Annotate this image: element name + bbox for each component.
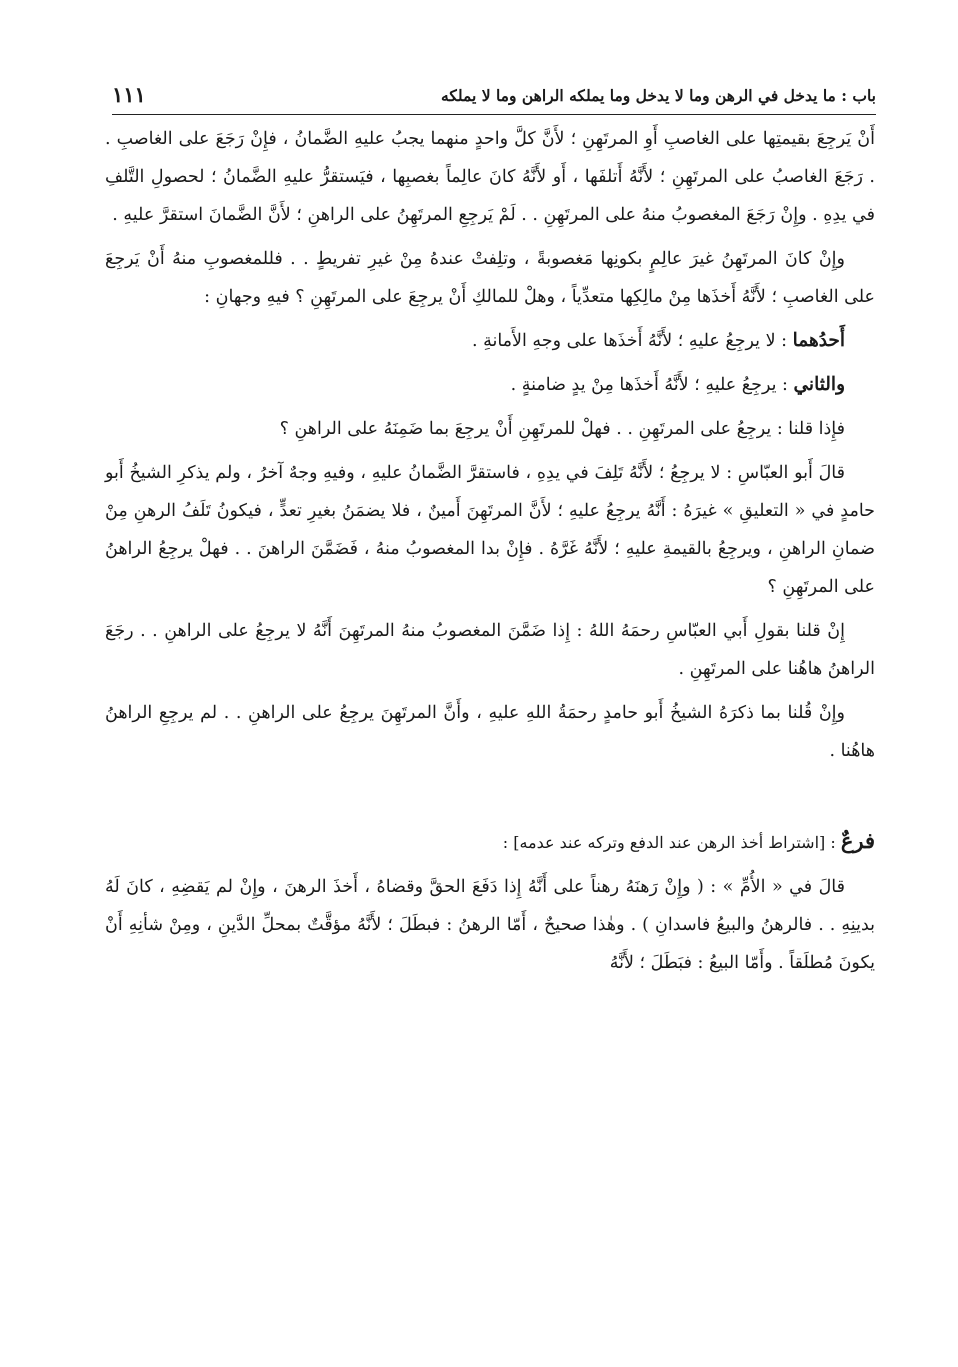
paragraph <box>105 454 875 606</box>
section-title: : [اشتراط أخذ الرهن عند الدفع وتركه عند عدمه] : <box>502 833 841 852</box>
paragraph-text: وإِنْ كانَ المرتَهِنُ غيرَ عالِمٍ بكونِها مَغصوبةً ، وتلِفتْ عندهُ مِنْ غيرِ تفريطٍ . . فللمغصوبِ منهُ أَنْ يَرجِعَ على الغاصبِ ؛ لأَنَّهُ أَخذَها مِنْ مالِكِها متعدِّياً ، وهلْ للمالكِ أَنْ يرجِعَ على المرتَهِنِ ؟ فيهِ وجهانِ : <box>105 249 875 307</box>
paragraph-lead-word: والثاني <box>793 374 845 395</box>
paragraph-text: : يرجِعُ عليهِ ؛ لأَنَّهُ أَخذَها مِنْ يدٍ ضامنةٍ . <box>510 375 794 395</box>
paragraph-text: فإِذا قلنا : يرجِعُ على المرتَهِنِ . . فهلْ للمرتَهِنِ أَنْ يرجِعَ بما ضَمِنَهُ على الراهنِ ؟ <box>279 419 845 439</box>
paragraph <box>105 612 875 688</box>
section-heading <box>105 822 875 862</box>
paragraph-text: قالَ أَبو العبّاسِ : لا يرجِعُ ؛ لأَنَّهُ تَلِفَ في يدِهِ ، فاستقرَّ الضَّمانُ عليهِ ، وفيهِ وجهٌ آخرُ ، ولم يذكرِ الشيخُ أَبو حامدٍ في « التعليقِ » غيرَهُ : أَنَّهُ يرجِعُ عليهِ ؛ لأَنَّ المرتَهِنَ أَمينٌ ، فلا يضمَنُ بغيرِ تعدٍّ ، فيكونُ تَلَفُ الرهنِ مِنْ ضمانِ الراهنِ ، ويرجِعُ بالقيمةِ عليهِ ؛ لأَنَّهُ غَرَّهُ . فإِنْ بدا المغصوبُ منهُ ، فَضَمَّنَ الراهنَ . . فهلْ يرجِعُ الراهنُ على المرتَهِنِ ؟ <box>105 463 875 597</box>
paragraph-text: وإِنْ قُلنا بما ذكرَهُ الشيخُ أَبو حامدٍ رحمَةُ اللهِ عليهِ ، وأَنَّ المرتَهِنَ يرجِعُ على الراهنِ . . لم يرجِعِ الراهنُ هاهُنا . <box>105 703 875 761</box>
paragraph-text: : لا يرجِعُ عليهِ ؛ لأَنَّهُ أَخذَها على وجهِ الأَمانةِ . <box>471 331 793 351</box>
paragraph-text: إِنْ قلنا بقولِ أَبي العبّاسِ رحمَهُ اللهُ : إِذا ضَمَّنَ المغصوبُ منهُ المرتَهِنَ أَنَّهُ لا يرجِعُ على الراهنِ . . رجَعَ الراهنُ هاهُنا على المرتَهِنِ . <box>105 621 875 679</box>
paragraph-lead-word: أَحدُهما <box>792 330 845 351</box>
paragraph <box>105 410 875 448</box>
page-body <box>105 120 875 988</box>
paragraph-text: أَنْ يَرجِعَ بقيمتِها على الغاصبِ أَوِ المرتَهِنِ ؛ لأَنَّ كلَّ واحدٍ منهما يجبُ عليهِ الضَّمانُ ، فإِنْ رَجَعَ على الغاصبِ . . رَجَعَ الغاصبُ على المرتَهِنِ ؛ لأَنَّهُ أَتلفَها ، أَو لأَنَّهُ كانَ عالِماً بغصبِها ، فيَستقرُّ عليهِ الضَّمانُ ؛ لحصولِ التَّلفِ في يدِهِ . وإِنْ رَجَعَ المغصوبُ منهُ على المرتَهِنِ . . لَمْ يَرجِعِ المرتَهِنُ على الراهنِ ؛ لأَنَّ الضَّمانَ استقرَّ عليهِ . <box>105 129 875 225</box>
page-header <box>112 80 876 115</box>
paragraph <box>105 240 875 316</box>
paragraph <box>105 120 875 234</box>
section-lead-word: فرعٌ <box>840 828 875 853</box>
paragraph <box>105 694 875 770</box>
paragraph <box>105 366 875 404</box>
paragraph <box>105 322 875 360</box>
paragraph-text: قالَ في « الأُمِّ » : ( وإِنْ رَهنَهُ رهناً على أَنَّهُ إِذا دَفَعَ الحقَّ وقضاهُ ، أَخذَ الرهنَ ، وإِنْ لم يَقضِهِ ، كانَ لَهُ بدينِهِ . . فالرهنُ والبيعُ فاسدانِ ) . وهٰذا صحيحٌ ، أَمّا الرهنُ : فبطَلَ ؛ لأَنَّهُ مؤقَّتٌ بمحلِّ الدَّينِ ، ومِنْ شأنِهِ أَنْ يكونَ مُطلَقاً . وأَمّا البيعُ : فبَطَلَ ؛ لأَنَّهُ <box>105 877 875 973</box>
paragraph <box>105 868 875 982</box>
page-number: ١١١ <box>112 82 146 107</box>
chapter-title: باب : ما يدخل في الرهن وما لا يدخل وما يملكه الراهن وما لا يملكه <box>441 86 876 105</box>
